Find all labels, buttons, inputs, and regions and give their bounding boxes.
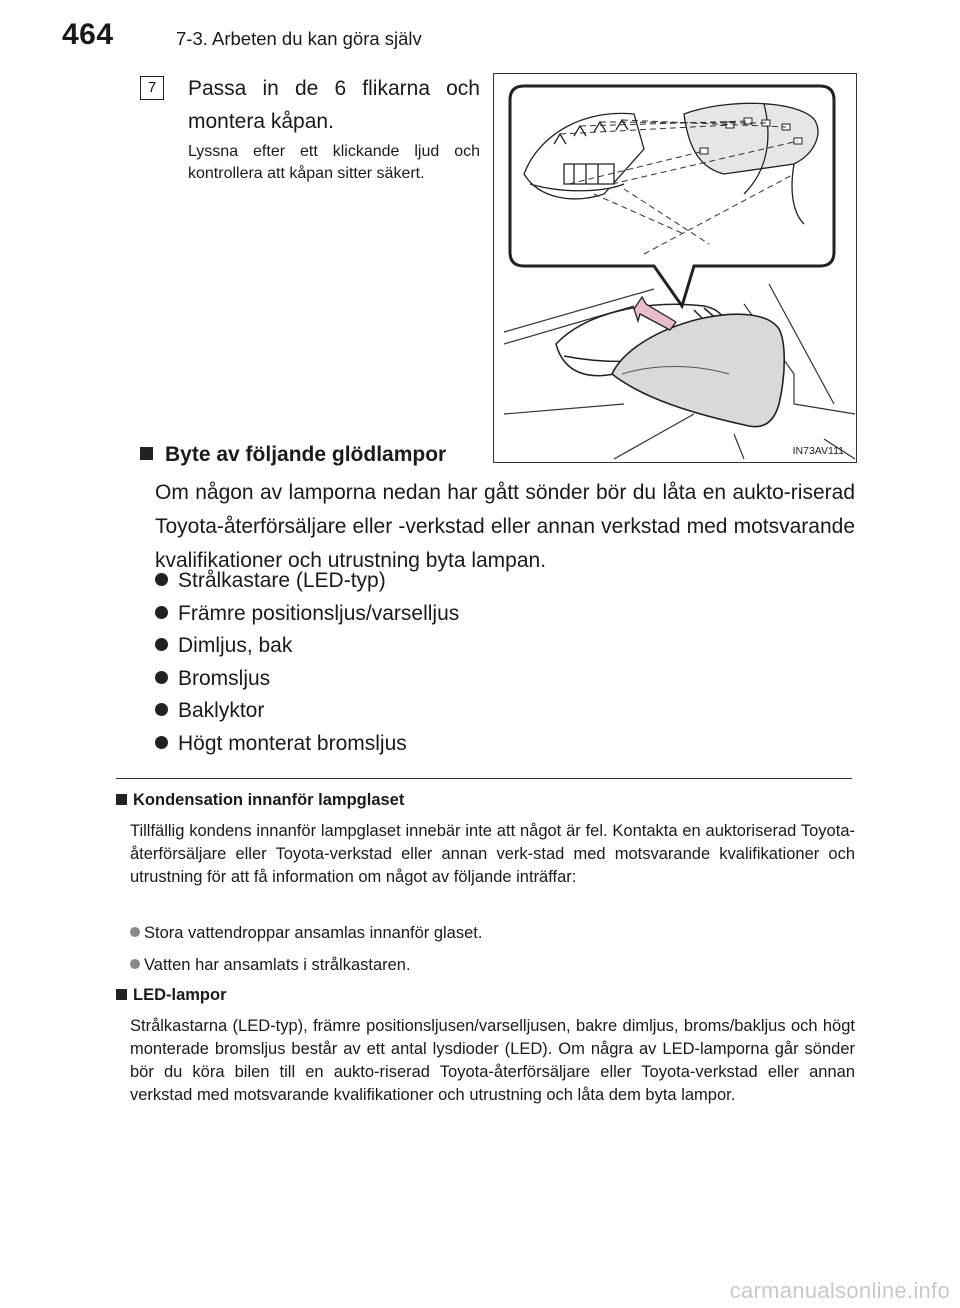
condensation-text: Tillfällig kondens innanför lampglaset innebär inte att något är fel. Kontakta en auktoriserad Toyota-återförsäljare eller Toyota-verkstad eller annan verk-stad med motsvarande kvalifikationer och utrustning för att få information om något av följande inträffar: [130, 822, 855, 886]
bullet-dot-icon [155, 703, 168, 716]
square-bullet-icon [116, 794, 127, 805]
bulb-section-heading-text: Byte av följande glödlampor [165, 443, 447, 466]
condensation-bullet-text: Stora vattendroppar ansamlas innanför glaset. [144, 924, 483, 942]
bullet-dot-icon [130, 959, 140, 969]
section-title: 7-3. Arbeten du kan göra själv [176, 28, 422, 49]
list-item-text: Bromsljus [178, 666, 271, 690]
list-item-text: Baklyktor [178, 699, 265, 722]
section-divider [116, 778, 852, 779]
mirror-cover-drawing [494, 74, 855, 461]
mirror-cover-illustration [493, 73, 857, 463]
step-number-badge: 7 [140, 76, 164, 100]
bulb-section-heading [140, 443, 446, 467]
list-item [155, 598, 459, 631]
step-instruction: Passa in de 6 flikarna och montera kåpan. [188, 77, 480, 133]
condensation-heading-text: Kondensation innanför lampglaset [133, 791, 405, 809]
square-bullet-icon [116, 989, 127, 1000]
condensation-bullet [130, 924, 482, 943]
watermark: carmanualsonline.info [729, 1278, 950, 1303]
led-text: Strålkastarna (LED-typ), främre positionsljusen/varselljusen, bakre dimljus, broms/bakljus och högt monterade bromsljus består av ett antal lysdioder (LED). Om några av LED-lamporna går sönder bör du köra bilen till en aukto-riserad Toyota-återförsäljare eller Toyota-verkstad eller annan verkstad med motsvarande kvalifikationer och utrustning och låta dem byta lampor. [130, 1017, 855, 1104]
list-item [155, 630, 459, 663]
step-note: Lyssna efter ett klickande ljud och kontrollera att kåpan sitter säkert. [188, 143, 480, 182]
bulb-list [155, 565, 459, 760]
list-item [155, 663, 459, 696]
bulb-section-paragraph: Om någon av lamporna nedan har gått sönder bör du låta en aukto-riserad Toyota-återförsäljare eller -verkstad eller annan verkstad med motsvarande kvalifikationer och utrustning byta lampan. [155, 481, 855, 572]
bullet-dot-icon [155, 736, 168, 749]
list-item [155, 695, 459, 728]
list-item-text: Högt monterat bromsljus [178, 731, 407, 755]
list-item-text: Främre positionsljus/varselljus [178, 601, 460, 625]
bullet-dot-icon [130, 927, 140, 937]
bullet-dot-icon [155, 573, 168, 586]
condensation-heading [116, 791, 404, 810]
page-number: 464 [62, 18, 114, 51]
led-heading [116, 986, 227, 1005]
list-item-text: Strålkastare (LED-typ) [178, 569, 386, 592]
bullet-dot-icon [155, 638, 168, 651]
bullet-dot-icon [155, 671, 168, 684]
figure-code: IN73AV111 [792, 445, 844, 457]
condensation-bullet-text: Vatten har ansamlats i strålkastaren. [144, 956, 411, 974]
condensation-bullet [130, 956, 411, 975]
list-item-text: Dimljus, bak [178, 634, 293, 657]
square-bullet-icon [140, 447, 153, 460]
list-item [155, 728, 459, 761]
led-heading-text: LED-lampor [133, 986, 227, 1004]
list-item [155, 565, 459, 598]
bullet-dot-icon [155, 606, 168, 619]
